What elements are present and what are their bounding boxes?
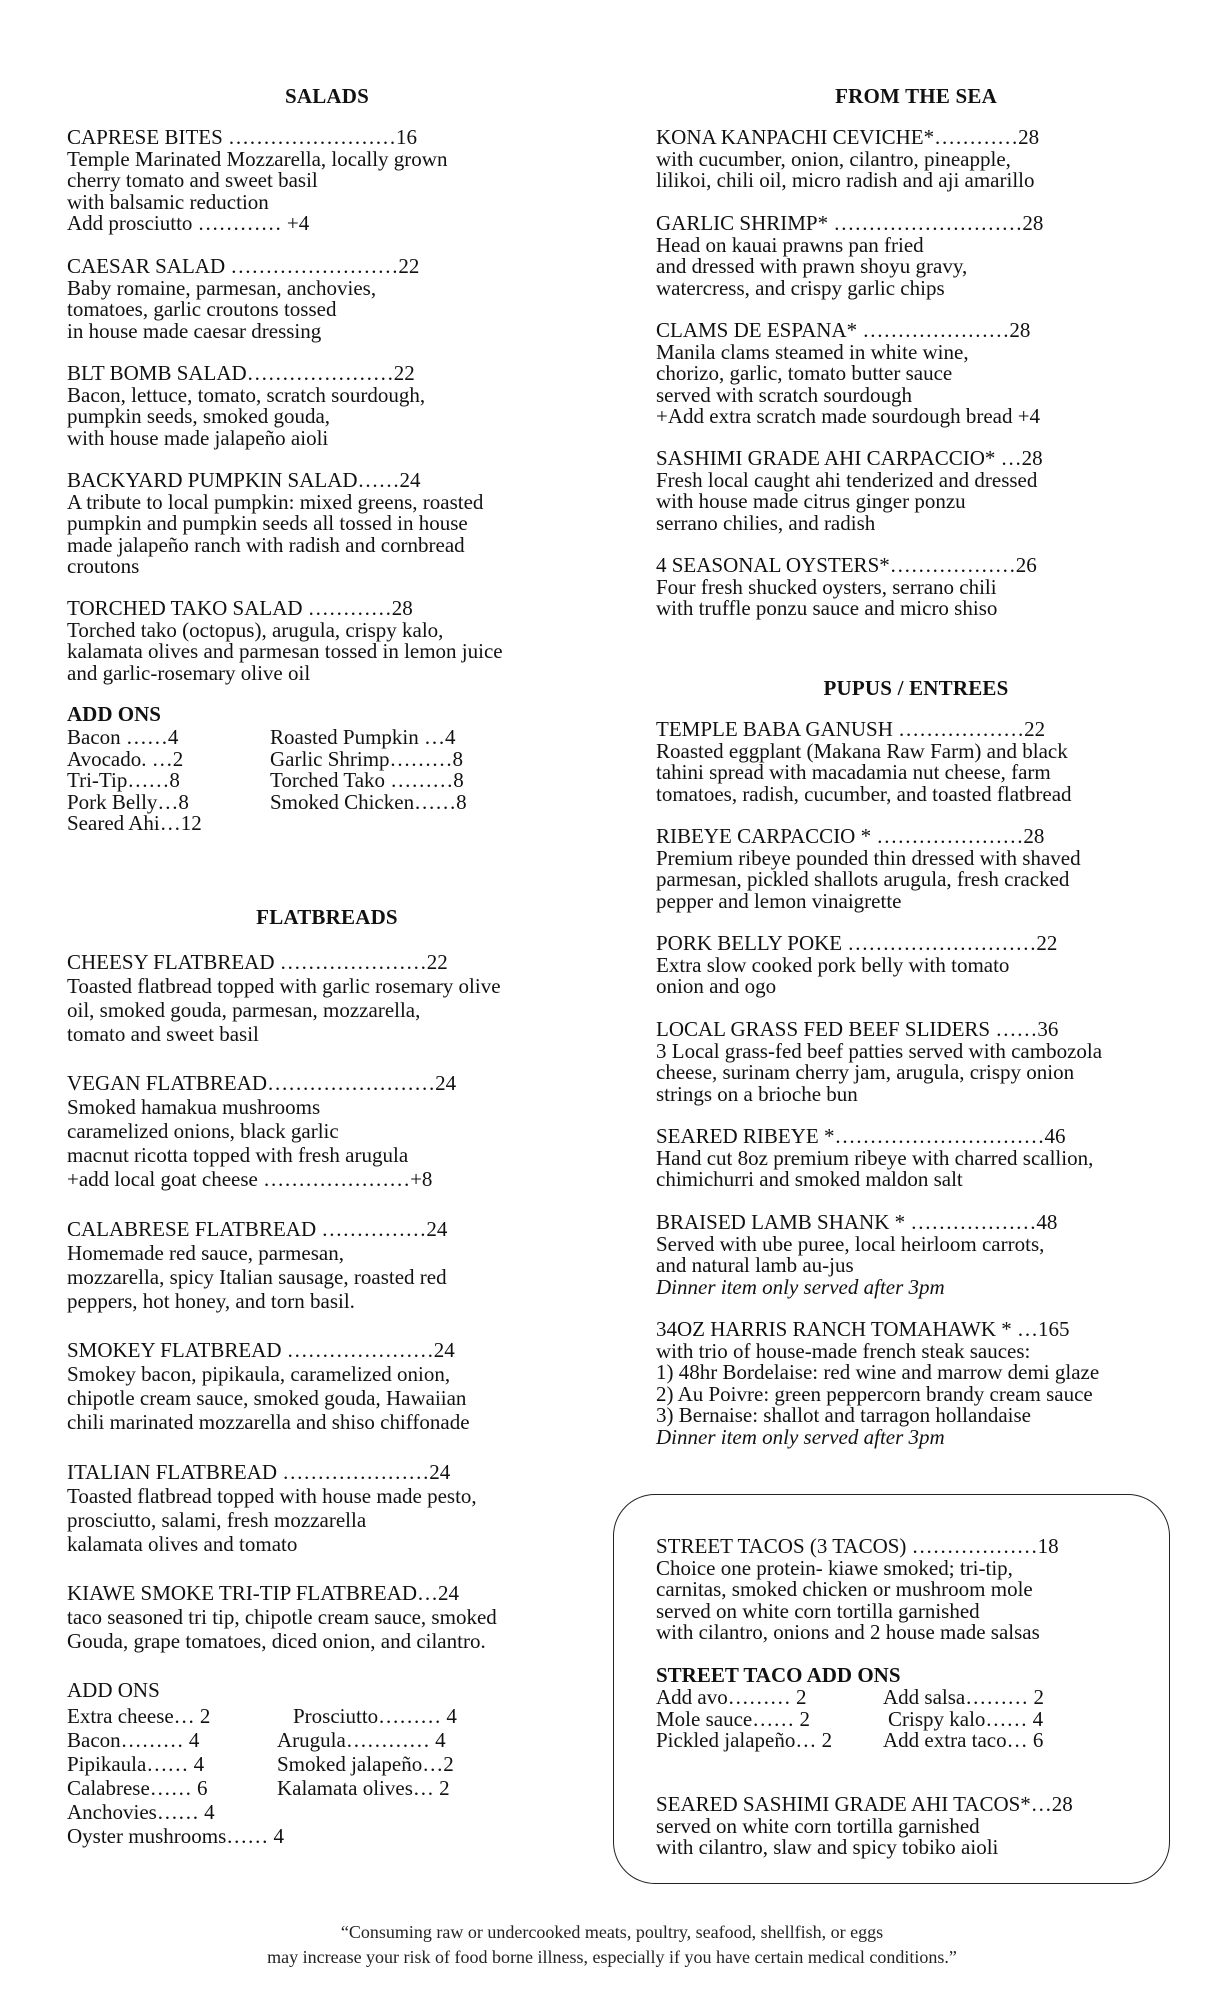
menu-item <box>67 952 501 1046</box>
item-desc: Baby romaine, parmesan, anchovies, <box>67 275 377 300</box>
item-desc: carnitas, smoked chicken or mushroom mole <box>656 1577 1033 1601</box>
item-desc: onion and ogo <box>656 974 777 998</box>
item-name: 34OZ HARRIS RANCH TOMAHAWK * …165 <box>656 1317 1070 1341</box>
addon-item: Oyster mushrooms…… 4 <box>67 1824 284 1848</box>
addon-item: Mole sauce…… 2 <box>656 1706 810 1731</box>
item-desc: 1) 48hr Bordelaise: red wine and marrow demi glaze <box>656 1360 1100 1384</box>
menu-item <box>656 1126 1093 1191</box>
item-desc: chorizo, garlic, tomato butter sauce <box>656 361 953 385</box>
item-desc: Hand cut 8oz premium ribeye with charred scallion, <box>656 1145 1094 1170</box>
addon-item: Smoked Chicken……8 <box>270 789 467 814</box>
menu-item <box>67 470 483 578</box>
item-desc: in house made caesar dressing <box>67 318 322 343</box>
item-desc: caramelized onions, black garlic <box>67 1118 339 1143</box>
item-name: KIAWE SMOKE TRI-TIP FLATBREAD…24 <box>67 1581 460 1605</box>
item-desc: with cucumber, onion, cilantro, pineapple, <box>656 146 1011 171</box>
item-desc: with cilantro, onions and 2 house made salsas <box>656 1620 1040 1644</box>
item-desc: with trio of house-made french steak sauces: <box>656 1338 1031 1363</box>
addon-item: Torched Tako ………8 <box>270 768 464 792</box>
item-desc: serrano chilies, and radish <box>656 510 876 535</box>
item-desc: tomatoes, radish, cucumber, and toasted flatbread <box>656 781 1072 806</box>
pupus-heading: PUPUS / ENTREES <box>823 676 1009 700</box>
item-desc: croutons <box>67 554 140 578</box>
menu-item <box>656 1319 1099 1448</box>
item-name: BACKYARD PUMPKIN SALAD……24 <box>67 468 421 492</box>
menu-item <box>656 1212 1057 1298</box>
item-desc: with truffle ponzu sauce and micro shiso <box>656 596 998 620</box>
menu-item <box>67 363 425 449</box>
addon-item: Kalamata olives… 2 <box>277 1776 450 1800</box>
flatbread-addons <box>67 1704 527 1854</box>
item-name: SEARED SASHIMI GRADE AHI TACOS*…28 <box>656 1792 1073 1816</box>
menu-item <box>67 1340 470 1434</box>
addon-item: Bacon ……4 <box>67 725 179 749</box>
addon-item: Pickled jalapeño… 2 <box>656 1728 833 1752</box>
item-name: CAPRESE BITES ……………………16 <box>67 125 418 149</box>
item-name: VEGAN FLATBREAD……………………24 <box>67 1071 457 1095</box>
item-desc: tahini spread with macadamia nut cheese, farm <box>656 760 1051 784</box>
item-desc: prosciutto, salami, fresh mozzarella <box>67 1507 367 1532</box>
menu-item <box>656 320 1040 428</box>
item-name: SEARED RIBEYE *…………………………46 <box>656 1124 1066 1148</box>
menu-item <box>656 826 1081 912</box>
salad-addons-heading: ADD ONS <box>67 702 161 726</box>
item-desc: oil, smoked gouda, parmesan, mozzarella, <box>67 997 421 1022</box>
item-desc: Temple Marinated Mozzarella, locally grown <box>67 146 448 171</box>
item-desc: 2) Au Poivre: green peppercorn brandy cream sauce <box>656 1381 1093 1406</box>
taco-addons-heading: STREET TACO ADD ONS <box>656 1663 901 1687</box>
addon-item: Extra cheese… 2 <box>67 1704 211 1728</box>
item-desc: mozzarella, spicy Italian sausage, roasted red <box>67 1264 447 1289</box>
item-name: BRAISED LAMB SHANK * ………………48 <box>656 1210 1058 1234</box>
item-desc: made jalapeño ranch with radish and cornbread <box>67 532 465 557</box>
addon-item: Seared Ahi…12 <box>67 811 202 835</box>
item-desc: Toasted flatbread topped with garlic rosemary olive <box>67 973 501 998</box>
item-name: RIBEYE CARPACCIO * …………………28 <box>656 824 1045 848</box>
addon-item: Calabrese…… 6 <box>67 1776 208 1800</box>
item-name: CAESAR SALAD ……………………22 <box>67 254 420 278</box>
menu-item <box>67 1073 456 1191</box>
item-name: TEMPLE BABA GANUSH ………………22 <box>656 717 1046 741</box>
addon-item: Add avo……… 2 <box>656 1685 807 1709</box>
flatbread-addons-heading: ADD ONS <box>67 1678 160 1702</box>
item-name: KONA KANPACHI CEVICHE*…………28 <box>656 125 1040 149</box>
menu-item <box>656 719 1072 805</box>
item-desc: macnut ricotta topped with fresh arugula <box>67 1142 409 1167</box>
menu-item <box>67 1583 497 1653</box>
menu-item <box>67 598 503 684</box>
menu-item <box>656 1536 1059 1644</box>
item-desc: Head on kauai prawns pan fried <box>656 232 924 257</box>
menu-item <box>67 127 447 235</box>
item-desc: chipotle cream sauce, smoked gouda, Hawaiian <box>67 1385 467 1410</box>
addon-item: Bacon……… 4 <box>67 1728 200 1752</box>
item-name: 4 SEASONAL OYSTERS*………………26 <box>656 553 1037 577</box>
addon-item: Avocado. …2 <box>67 746 184 771</box>
addon-item: Add extra taco… 6 <box>883 1728 1044 1752</box>
item-name: CALABRESE FLATBREAD ……………24 <box>67 1217 448 1241</box>
item-desc: Manila clams steamed in white wine, <box>656 339 969 364</box>
item-desc: and dressed with prawn shoyu gravy, <box>656 254 968 278</box>
item-name: TORCHED TAKO SALAD …………28 <box>67 596 413 620</box>
item-desc: peppers, hot honey, and torn basil. <box>67 1288 355 1313</box>
item-desc: served on white corn tortilla garnished <box>656 1598 980 1623</box>
item-name: SMOKEY FLATBREAD …………………24 <box>67 1338 455 1362</box>
item-desc: cherry tomato and sweet basil <box>67 168 318 192</box>
addon-item: Smoked jalapeño…2 <box>277 1752 454 1776</box>
item-desc: tomato and sweet basil <box>67 1021 259 1046</box>
addon-item: Add salsa……… 2 <box>883 1685 1044 1709</box>
menu-item <box>656 1794 1073 1859</box>
item-name: BLT BOMB SALAD…………………22 <box>67 361 415 385</box>
item-desc: A tribute to local pumpkin: mixed greens, roasted <box>67 489 484 514</box>
item-desc: Add prosciutto ………… +4 <box>67 211 310 235</box>
item-name: LOCAL GRASS FED BEEF SLIDERS ……36 <box>656 1017 1059 1041</box>
addon-item: Crispy kalo…… 4 <box>888 1706 1044 1731</box>
item-desc: 3) Bernaise: shallot and tarragon hollandaise <box>656 1403 1031 1427</box>
health-disclaimer <box>0 1920 1224 1970</box>
menu-item <box>67 256 419 342</box>
item-desc: served with scratch sourdough <box>656 382 913 407</box>
addon-item: Arugula………… 4 <box>277 1728 446 1752</box>
disclaimer-line: “Consuming raw or undercooked meats, poultry, seafood, shellfish, or eggs <box>340 1922 884 1942</box>
item-desc: with balsamic reduction <box>67 189 269 214</box>
item-desc: cheese, surinam cherry jam, arugula, crispy onion <box>656 1060 1075 1084</box>
item-desc: lilikoi, chili oil, micro radish and aji amarillo <box>656 168 1035 192</box>
item-desc: served on white corn tortilla garnished <box>656 1813 980 1838</box>
disclaimer-line: may increase your risk of food borne illness, especially if you have certain medical conditions.” <box>267 1947 957 1967</box>
addon-item: Garlic Shrimp………8 <box>270 746 464 771</box>
item-desc: +Add extra scratch made sourdough bread +4 <box>656 404 1041 428</box>
item-desc: with cilantro, slaw and spicy tobiko aioli <box>656 1835 999 1859</box>
item-desc: chili marinated mozzarella and shiso chiffonade <box>67 1409 470 1434</box>
item-desc: and garlic-rosemary olive oil <box>67 660 311 685</box>
item-desc: Homemade red sauce, parmesan, <box>67 1240 344 1265</box>
menu-item <box>656 1019 1102 1105</box>
item-desc: Toasted flatbread topped with house made pesto, <box>67 1483 477 1508</box>
item-desc: Gouda, grape tomatoes, diced onion, and cilantro. <box>67 1628 486 1653</box>
addon-item: Anchovies…… 4 <box>67 1800 215 1824</box>
item-desc: Roasted eggplant (Makana Raw Farm) and black <box>656 738 1068 763</box>
item-desc: taco seasoned tri tip, chipotle cream sauce, smoked <box>67 1604 497 1629</box>
item-desc: chimichurri and smoked maldon salt <box>656 1167 963 1191</box>
item-desc: with house made jalapeño aioli <box>67 425 329 450</box>
item-name: SASHIMI GRADE AHI CARPACCIO* …28 <box>656 446 1043 470</box>
item-desc: 3 Local grass-fed beef patties served with cambozola <box>656 1038 1103 1063</box>
item-desc: pepper and lemon vinaigrette <box>656 888 902 913</box>
item-desc: Bacon, lettuce, tomato, scratch sourdough, <box>67 382 426 407</box>
flatbreads-heading: FLATBREADS <box>256 905 398 929</box>
addon-item: Pork Belly…8 <box>67 789 189 814</box>
item-note: Dinner item only served after 3pm <box>656 1274 945 1299</box>
salads-heading: SALADS <box>284 84 370 108</box>
item-desc: +add local goat cheese …………………+8 <box>67 1166 433 1191</box>
item-desc: Served with ube puree, local heirloom carrots, <box>656 1231 1045 1256</box>
item-name: CLAMS DE ESPANA* …………………28 <box>656 318 1031 342</box>
addon-item: Pipikaula…… 4 <box>67 1752 205 1776</box>
item-desc: and natural lamb au-jus <box>656 1253 854 1277</box>
menu-item <box>67 1219 447 1313</box>
item-desc: kalamata olives and tomato <box>67 1531 298 1556</box>
menu-item <box>656 555 1037 620</box>
item-name: ITALIAN FLATBREAD …………………24 <box>67 1460 451 1484</box>
item-desc: watercress, and crispy garlic chips <box>656 275 945 300</box>
item-desc: Extra slow cooked pork belly with tomato <box>656 952 1010 977</box>
item-desc: Four fresh shucked oysters, serrano chili <box>656 574 997 599</box>
menu-item <box>656 448 1043 534</box>
item-desc: kalamata olives and parmesan tossed in lemon juice <box>67 639 503 663</box>
item-desc: with house made citrus ginger ponzu <box>656 489 966 513</box>
menu-item <box>67 1462 477 1556</box>
taco-addons <box>656 1687 1096 1757</box>
menu-item <box>656 127 1039 192</box>
addon-item: Roasted Pumpkin …4 <box>270 725 456 749</box>
item-desc: Smoked hamakua mushrooms <box>67 1094 321 1119</box>
item-desc: pumpkin seeds, smoked gouda, <box>67 404 331 428</box>
from-the-sea-heading: FROM THE SEA <box>835 84 997 108</box>
item-name: PORK BELLY POKE ………………………22 <box>656 931 1058 955</box>
addon-item: Tri-Tip……8 <box>67 768 180 792</box>
item-name: GARLIC SHRIMP* ………………………28 <box>656 211 1044 235</box>
menu-item <box>656 213 1043 299</box>
item-name: STREET TACOS (3 TACOS) ………………18 <box>656 1534 1059 1558</box>
item-desc: Smokey bacon, pipikaula, caramelized onion, <box>67 1361 451 1386</box>
item-name: CHEESY FLATBREAD …………………22 <box>67 950 448 974</box>
item-desc: Fresh local caught ahi tenderized and dressed <box>656 467 1038 492</box>
salad-addons <box>67 727 507 837</box>
item-desc: Premium ribeye pounded thin dressed with shaved <box>656 845 1081 870</box>
item-desc: parmesan, pickled shallots arugula, fresh cracked <box>656 867 1070 891</box>
item-desc: tomatoes, garlic croutons tossed <box>67 297 337 321</box>
menu-item <box>656 933 1057 998</box>
item-desc: pumpkin and pumpkin seeds all tossed in house <box>67 511 468 535</box>
item-desc: strings on a brioche bun <box>656 1081 858 1106</box>
item-note: Dinner item only served after 3pm <box>656 1424 945 1449</box>
item-desc: Torched tako (octopus), arugula, crispy kalo, <box>67 617 444 642</box>
item-desc: Choice one protein- kiawe smoked; tri-tip, <box>656 1555 1013 1580</box>
addon-item: Prosciutto……… 4 <box>293 1704 457 1728</box>
